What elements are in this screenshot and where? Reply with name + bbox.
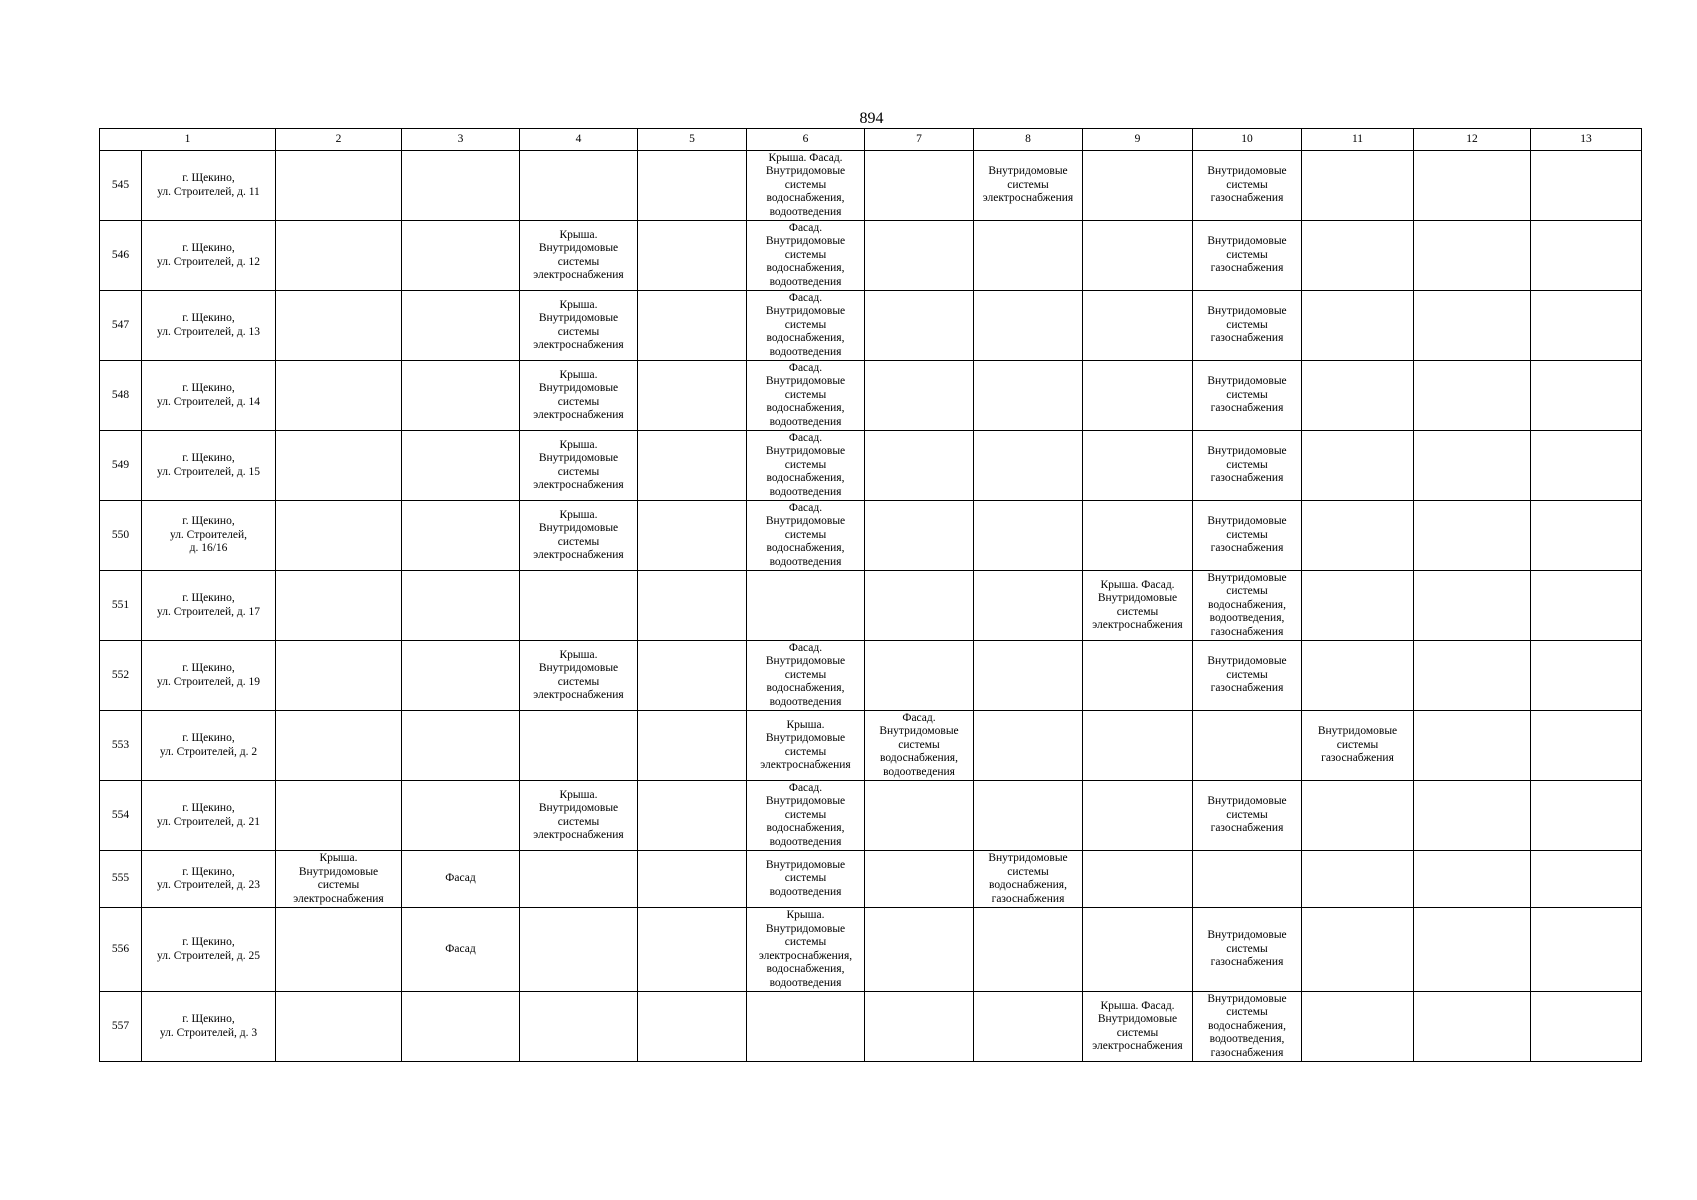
address-cell (142, 851, 276, 908)
work-cell-col-13 (1531, 221, 1642, 291)
row-number: 552 (100, 641, 142, 711)
work-description: Внутридомовые системы газоснабжения (1207, 929, 1287, 969)
work-description: Крыша. Внутридомовые системы электроснабжения (533, 788, 624, 841)
column-header-4: 4 (520, 129, 638, 151)
work-cell-col-2 (276, 221, 402, 291)
work-cell-col-3 (402, 361, 520, 431)
work-cell-col-3 (402, 291, 520, 361)
work-cell-col-11 (1302, 501, 1414, 571)
column-header-3: 3 (402, 129, 520, 151)
work-description: Фасад. Внутридомовые системы водоснабжения, водоотведения (765, 291, 846, 358)
work-description: Внутридомовые системы газоснабжения (1207, 235, 1287, 275)
address-cell (142, 151, 276, 221)
address-text: г. Щекино, ул. Строителей, д. 23 (156, 865, 261, 891)
work-description: Фасад. Внутридомовые системы водоснабжения, водоотведения (765, 641, 846, 708)
work-cell-col-12 (1414, 711, 1531, 781)
work-cell-col-3 (402, 221, 520, 291)
work-cell-col-7 (865, 781, 974, 851)
row-number: 550 (100, 501, 142, 571)
work-cell-col-2 (276, 908, 402, 992)
address-cell (142, 291, 276, 361)
row-number: 555 (100, 851, 142, 908)
work-cell-col-9 (1083, 501, 1193, 571)
address-cell (142, 992, 276, 1062)
work-description: Крыша. Фасад. Внутридомовые системы электроснабжения (1092, 999, 1183, 1052)
work-cell-col-6 (747, 641, 865, 711)
table-row (100, 908, 1642, 992)
work-cell-col-6 (747, 571, 865, 641)
table-row (100, 641, 1642, 711)
work-cell-col-5 (638, 221, 747, 291)
work-cell-col-8 (974, 908, 1083, 992)
table-body (100, 151, 1642, 1062)
row-number: 556 (100, 908, 142, 992)
column-number-row (100, 129, 1642, 151)
work-cell-col-13 (1531, 641, 1642, 711)
work-cell-col-7 (865, 221, 974, 291)
work-cell-col-12 (1414, 571, 1531, 641)
work-cell-col-8 (974, 711, 1083, 781)
work-cell-col-7 (865, 851, 974, 908)
work-cell-col-2 (276, 851, 402, 908)
work-cell-col-6 (747, 291, 865, 361)
work-description: Внутридомовые системы газоснабжения (1207, 375, 1287, 415)
work-cell-col-2 (276, 151, 402, 221)
column-header-9: 9 (1083, 129, 1193, 151)
work-cell-col-8 (974, 641, 1083, 711)
work-cell-col-3 (402, 501, 520, 571)
work-cell-col-4 (520, 221, 638, 291)
row-number: 554 (100, 781, 142, 851)
work-cell-col-6 (747, 151, 865, 221)
work-cell-col-3 (402, 151, 520, 221)
work-cell-col-10 (1193, 851, 1302, 908)
work-description: Внутридомовые системы газоснабжения (1207, 445, 1287, 485)
work-description: Крыша. Внутридомовые системы электроснабжения (293, 852, 384, 905)
work-cell-col-10 (1193, 501, 1302, 571)
work-cell-col-7 (865, 361, 974, 431)
work-cell-col-10 (1193, 221, 1302, 291)
work-cell-col-6 (747, 361, 865, 431)
row-number: 545 (100, 151, 142, 221)
work-cell-col-2 (276, 431, 402, 501)
work-cell-col-4 (520, 431, 638, 501)
address-cell (142, 221, 276, 291)
work-cell-col-6 (747, 711, 865, 781)
work-cell-col-8 (974, 992, 1083, 1062)
work-cell-col-5 (638, 501, 747, 571)
work-cell-col-9 (1083, 711, 1193, 781)
work-cell-col-10 (1193, 992, 1302, 1062)
row-number: 553 (100, 711, 142, 781)
work-cell-col-2 (276, 291, 402, 361)
work-cell-col-4 (520, 711, 638, 781)
work-cell-col-6 (747, 431, 865, 501)
work-cell-col-9 (1083, 992, 1193, 1062)
work-description: Крыша. Внутридомовые системы электроснабжения (533, 648, 624, 701)
work-cell-col-13 (1531, 711, 1642, 781)
work-description: Крыша. Внутридомовые системы электроснабжения (533, 508, 624, 561)
work-description: Внутридомовые системы газоснабжения (1207, 655, 1287, 695)
work-description: Крыша. Внутридомовые системы электроснабжения, водоснабжения, водоотведения (758, 909, 853, 989)
work-cell-col-13 (1531, 291, 1642, 361)
work-description: Фасад. Внутридомовые системы водоснабжения, водоотведения (765, 781, 846, 848)
work-cell-col-11 (1302, 851, 1414, 908)
work-cell-col-5 (638, 851, 747, 908)
work-description: Крыша. Внутридомовые системы электроснабжения (533, 228, 624, 281)
work-cell-col-10 (1193, 151, 1302, 221)
work-description: Крыша. Внутридомовые системы электроснабжения (760, 718, 851, 771)
work-cell-col-12 (1414, 908, 1531, 992)
work-cell-col-7 (865, 992, 974, 1062)
work-description: Крыша. Внутридомовые системы электроснабжения (533, 368, 624, 421)
work-cell-col-7 (865, 908, 974, 992)
work-cell-col-3 (402, 711, 520, 781)
address-text: г. Щекино, ул. Строителей, д. 21 (156, 802, 261, 828)
work-cell-col-2 (276, 641, 402, 711)
work-cell-col-8 (974, 291, 1083, 361)
work-cell-col-9 (1083, 221, 1193, 291)
work-cell-col-6 (747, 221, 865, 291)
work-cell-col-11 (1302, 908, 1414, 992)
work-cell-col-7 (865, 151, 974, 221)
work-description: Крыша. Внутридомовые системы электроснабжения (533, 438, 624, 491)
address-cell (142, 501, 276, 571)
work-cell-col-12 (1414, 291, 1531, 361)
address-text: г. Щекино, ул. Строителей, д. 2 (159, 732, 258, 758)
address-cell (142, 361, 276, 431)
work-cell-col-5 (638, 571, 747, 641)
work-cell-col-13 (1531, 361, 1642, 431)
column-header-1: 1 (100, 129, 276, 151)
address-text: г. Щекино, ул. Строителей, д. 3 (159, 1013, 258, 1039)
work-cell-col-4 (520, 291, 638, 361)
work-description: Крыша. Фасад. Внутридомовые системы электроснабжения (1092, 578, 1183, 631)
work-cell-col-2 (276, 361, 402, 431)
work-description: Внутридомовые системы водоснабжения, водоотведения, газоснабжения (1207, 571, 1287, 638)
work-cell-col-13 (1531, 151, 1642, 221)
work-cell-col-9 (1083, 361, 1193, 431)
work-cell-col-4 (520, 571, 638, 641)
column-header-10: 10 (1193, 129, 1302, 151)
work-cell-col-9 (1083, 151, 1193, 221)
work-description: Фасад. Внутридомовые системы водоснабжения, водоотведения (765, 221, 846, 288)
work-cell-col-9 (1083, 571, 1193, 641)
address-text: г. Щекино, ул. Строителей, д. 16/16 (169, 515, 248, 555)
work-cell-col-7 (865, 291, 974, 361)
work-cell-col-8 (974, 431, 1083, 501)
column-header-7: 7 (865, 129, 974, 151)
work-cell-col-9 (1083, 431, 1193, 501)
work-cell-col-6 (747, 781, 865, 851)
work-cell-col-3 (402, 571, 520, 641)
work-cell-col-10 (1193, 781, 1302, 851)
work-cell-col-5 (638, 291, 747, 361)
address-cell (142, 711, 276, 781)
work-cell-col-13 (1531, 431, 1642, 501)
address-text: г. Щекино, ул. Строителей, д. 25 (156, 936, 261, 962)
work-cell-col-5 (638, 711, 747, 781)
work-cell-col-4 (520, 151, 638, 221)
column-header-11: 11 (1302, 129, 1414, 151)
work-description: Крыша. Внутридомовые системы электроснабжения (533, 298, 624, 351)
table-row (100, 431, 1642, 501)
work-cell-col-6 (747, 908, 865, 992)
work-cell-col-10 (1193, 908, 1302, 992)
row-number: 549 (100, 431, 142, 501)
work-cell-col-5 (638, 781, 747, 851)
work-cell-col-3 (402, 908, 520, 992)
work-cell-col-9 (1083, 781, 1193, 851)
work-cell-col-5 (638, 361, 747, 431)
work-description: Внутридомовые системы газоснабжения (1207, 305, 1287, 345)
work-description: Фасад. Внутридомовые системы водоснабжения, водоотведения (765, 431, 846, 498)
work-cell-col-4 (520, 992, 638, 1062)
work-cell-col-12 (1414, 992, 1531, 1062)
row-number: 557 (100, 992, 142, 1062)
work-cell-col-3 (402, 851, 520, 908)
table-row (100, 711, 1642, 781)
work-cell-col-11 (1302, 291, 1414, 361)
column-header-5: 5 (638, 129, 747, 151)
work-cell-col-6 (747, 851, 865, 908)
work-cell-col-5 (638, 992, 747, 1062)
work-description: Внутридомовые системы газоснабжения (1207, 795, 1287, 835)
work-cell-col-11 (1302, 571, 1414, 641)
work-cell-col-4 (520, 361, 638, 431)
work-cell-col-3 (402, 641, 520, 711)
work-cell-col-10 (1193, 711, 1302, 781)
work-description: Фасад (445, 872, 476, 885)
table-row (100, 851, 1642, 908)
table-row (100, 501, 1642, 571)
table-row (100, 571, 1642, 641)
work-cell-col-7 (865, 431, 974, 501)
table-row (100, 361, 1642, 431)
work-cell-col-7 (865, 501, 974, 571)
work-cell-col-11 (1302, 992, 1414, 1062)
work-cell-col-5 (638, 908, 747, 992)
work-cell-col-8 (974, 781, 1083, 851)
address-text: г. Щекино, ул. Строителей, д. 12 (156, 242, 261, 268)
address-cell (142, 908, 276, 992)
work-cell-col-13 (1531, 908, 1642, 992)
work-cell-col-10 (1193, 431, 1302, 501)
work-cell-col-4 (520, 501, 638, 571)
work-cell-col-12 (1414, 851, 1531, 908)
work-cell-col-5 (638, 641, 747, 711)
work-cell-col-4 (520, 908, 638, 992)
work-cell-col-8 (974, 501, 1083, 571)
work-cell-col-8 (974, 221, 1083, 291)
work-description: Фасад (445, 942, 476, 955)
work-cell-col-13 (1531, 501, 1642, 571)
address-text: г. Щекино, ул. Строителей, д. 11 (157, 172, 260, 198)
table-row (100, 221, 1642, 291)
work-cell-col-12 (1414, 431, 1531, 501)
address-cell (142, 571, 276, 641)
work-cell-col-4 (520, 641, 638, 711)
work-description: Внутридомовые системы газоснабжения (1207, 165, 1287, 205)
column-header-2: 2 (276, 129, 402, 151)
work-cell-col-10 (1193, 571, 1302, 641)
work-cell-col-5 (638, 431, 747, 501)
table-row (100, 992, 1642, 1062)
work-description: Внутридомовые системы водоснабжения, газоснабжения (988, 852, 1068, 905)
work-cell-col-12 (1414, 641, 1531, 711)
address-text: г. Щекино, ул. Строителей, д. 14 (156, 382, 261, 408)
row-number: 547 (100, 291, 142, 361)
work-cell-col-3 (402, 992, 520, 1062)
document-table-wrapper (99, 128, 1642, 1062)
column-header-12: 12 (1414, 129, 1531, 151)
work-cell-col-7 (865, 711, 974, 781)
work-cell-col-5 (638, 151, 747, 221)
work-description: Крыша. Фасад. Внутридомовые системы водоснабжения, водоотведения (765, 151, 846, 218)
work-cell-col-4 (520, 781, 638, 851)
work-cell-col-6 (747, 501, 865, 571)
work-cell-col-9 (1083, 291, 1193, 361)
work-cell-col-4 (520, 851, 638, 908)
work-cell-col-13 (1531, 851, 1642, 908)
page-number: 894 (859, 110, 884, 127)
work-description: Внутридомовые системы водоснабжения, водоотведения, газоснабжения (1207, 992, 1287, 1059)
row-number: 546 (100, 221, 142, 291)
address-text: г. Щекино, ул. Строителей, д. 19 (156, 662, 261, 688)
work-cell-col-13 (1531, 571, 1642, 641)
work-cell-col-8 (974, 851, 1083, 908)
repair-schedule-table (99, 128, 1642, 1062)
work-description: Фасад. Внутридомовые системы водоснабжения, водоотведения (879, 711, 959, 778)
work-cell-col-9 (1083, 908, 1193, 992)
work-cell-col-2 (276, 501, 402, 571)
address-cell (142, 781, 276, 851)
address-text: г. Щекино, ул. Строителей, д. 17 (156, 592, 261, 618)
column-header-13: 13 (1531, 129, 1642, 151)
work-cell-col-2 (276, 571, 402, 641)
work-cell-col-9 (1083, 851, 1193, 908)
address-cell (142, 641, 276, 711)
address-text: г. Щекино, ул. Строителей, д. 13 (156, 312, 261, 338)
work-cell-col-11 (1302, 781, 1414, 851)
work-cell-col-10 (1193, 291, 1302, 361)
work-cell-col-12 (1414, 361, 1531, 431)
work-cell-col-11 (1302, 641, 1414, 711)
table-row (100, 151, 1642, 221)
work-cell-col-8 (974, 151, 1083, 221)
work-description: Внутридомовые системы газоснабжения (1207, 515, 1287, 555)
work-cell-col-7 (865, 641, 974, 711)
address-cell (142, 431, 276, 501)
column-header-8: 8 (974, 129, 1083, 151)
work-cell-col-12 (1414, 151, 1531, 221)
column-header-6: 6 (747, 129, 865, 151)
work-cell-col-2 (276, 781, 402, 851)
work-cell-col-10 (1193, 361, 1302, 431)
work-cell-col-12 (1414, 781, 1531, 851)
work-description: Фасад. Внутридомовые системы водоснабжения, водоотведения (765, 361, 846, 428)
work-cell-col-3 (402, 781, 520, 851)
row-number: 551 (100, 571, 142, 641)
work-description: Внутридомовые системы электроснабжения (982, 165, 1074, 205)
work-cell-col-7 (865, 571, 974, 641)
work-cell-col-11 (1302, 361, 1414, 431)
work-description: Фасад. Внутридомовые системы водоснабжения, водоотведения (765, 501, 846, 568)
work-cell-col-3 (402, 431, 520, 501)
work-cell-col-9 (1083, 641, 1193, 711)
work-cell-col-12 (1414, 221, 1531, 291)
work-cell-col-11 (1302, 151, 1414, 221)
work-cell-col-11 (1302, 711, 1414, 781)
work-cell-col-13 (1531, 992, 1642, 1062)
table-row (100, 781, 1642, 851)
work-cell-col-6 (747, 992, 865, 1062)
row-number: 548 (100, 361, 142, 431)
work-cell-col-8 (974, 571, 1083, 641)
work-cell-col-11 (1302, 431, 1414, 501)
work-cell-col-10 (1193, 641, 1302, 711)
table-row (100, 291, 1642, 361)
work-cell-col-13 (1531, 781, 1642, 851)
work-cell-col-2 (276, 992, 402, 1062)
work-cell-col-2 (276, 711, 402, 781)
work-cell-col-8 (974, 361, 1083, 431)
work-description: Внутридомовые системы водоотведения (765, 858, 846, 898)
address-text: г. Щекино, ул. Строителей, д. 15 (156, 452, 261, 478)
work-cell-col-11 (1302, 221, 1414, 291)
work-cell-col-12 (1414, 501, 1531, 571)
work-description: Внутридомовые системы газоснабжения (1317, 725, 1398, 765)
